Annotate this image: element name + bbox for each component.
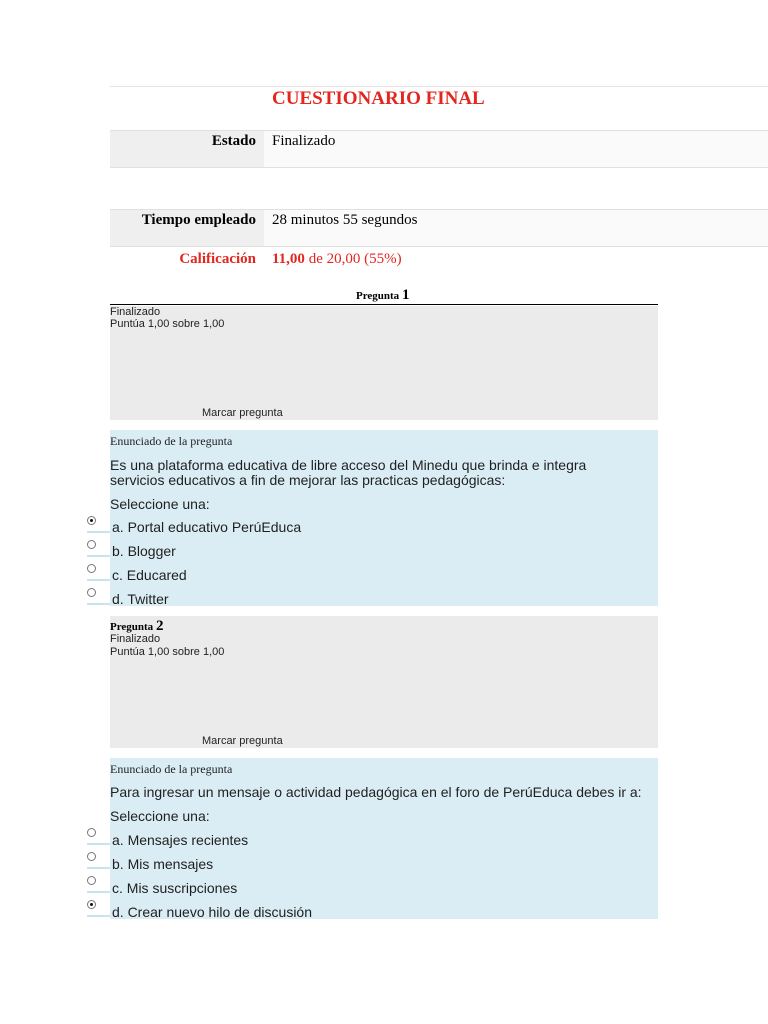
summary-top-divider [110,86,768,87]
question-score: Puntúa 1,00 sobre 1,00 [110,646,225,658]
radio-option-c[interactable] [87,564,96,573]
calificacion-total: de 20,00 (55%) [304,251,402,267]
estado-row [110,130,768,168]
option-label[interactable]: a. Portal educativo PerúEduca [112,519,302,535]
row-divider [110,130,768,131]
calificacion-value [272,251,402,268]
question-state: Finalizado [110,633,161,645]
radio-option-a[interactable] [87,516,96,525]
option-label[interactable]: b. Mis mensajes [112,856,214,872]
option-label[interactable]: d. Crear nuevo hilo de discusión [112,904,313,920]
row-divider [110,209,768,210]
flag-question-link[interactable]: Marcar pregunta [202,407,283,419]
page-title: CUESTIONARIO FINAL [272,88,485,109]
question-2-content [110,758,658,919]
radio-option-b[interactable] [87,540,96,549]
estado-value: Finalizado [272,133,336,149]
enunciado-label: Enunciado de la pregunta [110,434,233,448]
option-underline [87,555,110,557]
select-one-label: Seleccione una: [110,496,210,512]
question-score: Puntúa 1,00 sobre 1,00 [110,318,225,330]
radio-option-c[interactable] [87,876,96,885]
option-underline [87,603,110,605]
question-1-info [110,306,658,420]
option-underline [87,867,110,869]
question-1-header [356,287,409,304]
radio-option-d[interactable] [87,900,96,909]
calificacion-label: Calificación [179,251,256,267]
option-label[interactable]: d. Twitter [112,591,169,607]
tiempo-row [110,209,768,247]
row-divider [110,246,768,247]
question-number: 2 [155,618,164,634]
tiempo-value: 28 minutos 55 segundos [272,212,418,228]
option-underline [87,579,110,581]
select-one-label: Seleccione una: [110,808,210,824]
estado-label: Estado [211,133,256,149]
tiempo-label: Tiempo empleado [141,212,256,228]
calificacion-row [110,248,768,286]
enunciado-label: Enunciado de la pregunta [110,762,233,776]
question-1-content [110,430,658,606]
question-text: Es una plataforma educativa de libre acceso del Minedu que brinda e integra servicios educativos a fin de mejorar las practicas pedagógicas: [110,457,587,488]
question-text: Para ingresar un mensaje o actividad pedagógica en el foro de PerúEduca debes ir a: [110,784,642,800]
question-1-divider [110,304,658,305]
option-underline [87,531,110,533]
option-label[interactable]: c. Educared [112,567,187,583]
estado-value-cell [264,130,768,168]
flag-question-link[interactable]: Marcar pregunta [202,735,283,747]
question-label: Pregunta [110,621,154,633]
option-label[interactable]: c. Mis suscripciones [112,880,238,896]
question-state: Finalizado [110,306,161,318]
radio-option-d[interactable] [87,588,96,597]
question-label: Pregunta [356,290,400,302]
option-underline [87,843,110,845]
radio-option-a[interactable] [87,828,96,837]
question-2-info [110,616,658,748]
row-divider [110,167,768,168]
question-number: 1 [401,287,410,303]
option-label[interactable]: b. Blogger [112,543,176,559]
option-underline [87,915,110,917]
radio-option-b[interactable] [87,852,96,861]
option-underline [87,891,110,893]
option-label[interactable]: a. Mensajes recientes [112,832,249,848]
calificacion-score: 11,00 [272,251,305,267]
